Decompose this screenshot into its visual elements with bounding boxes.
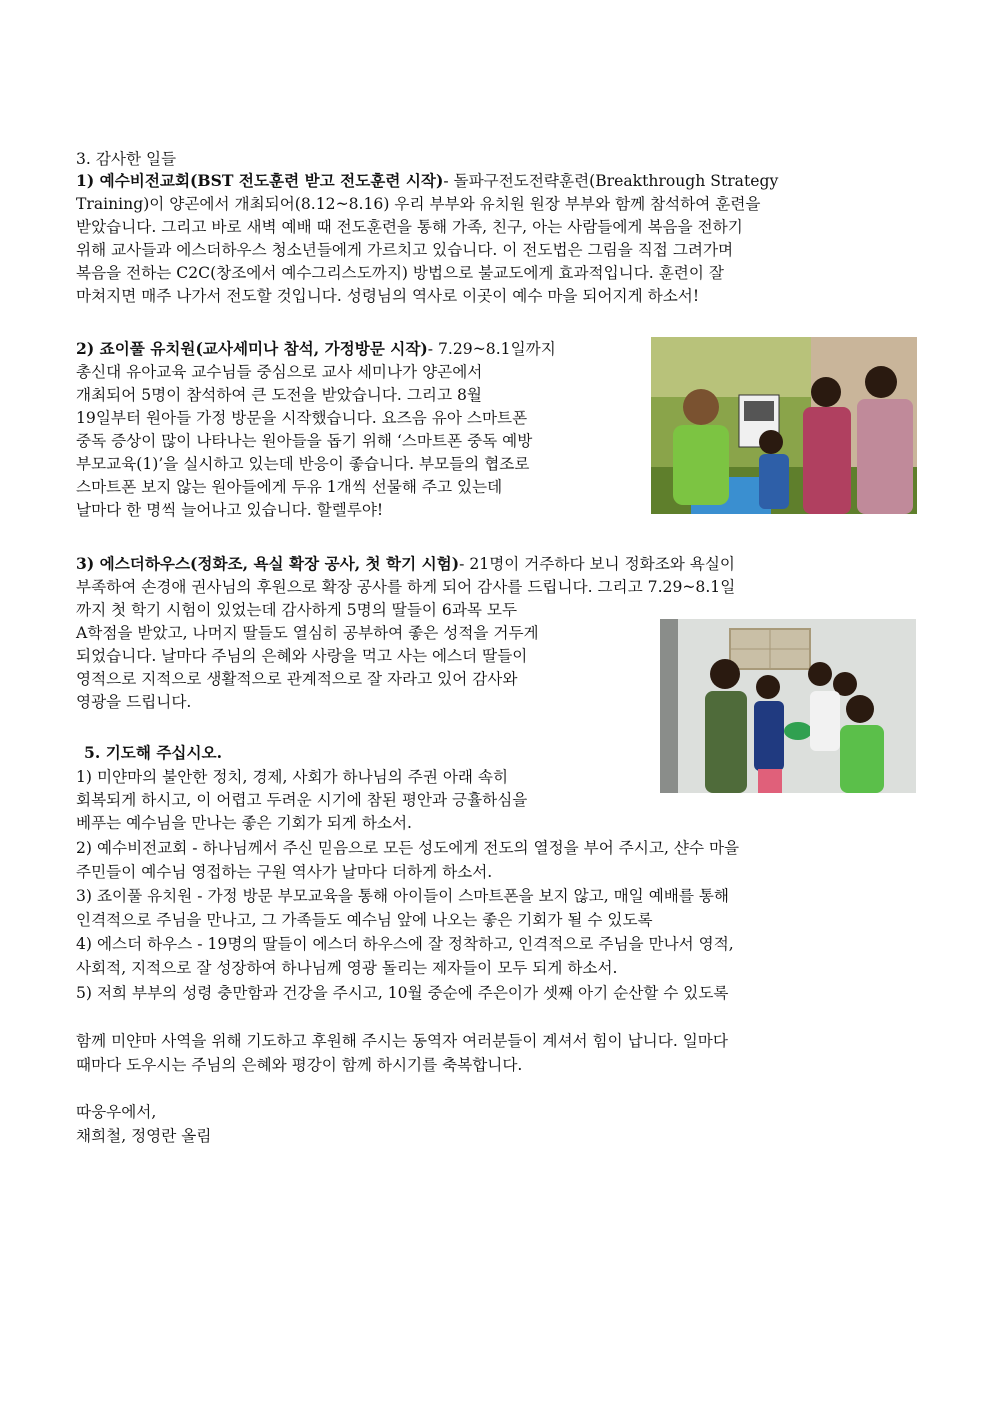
prayer-line-8: 사회적, 지적으로 잘 성장하여 하나님께 영광 돌리는 제자들이 모두 되게 하소서.: [76, 959, 618, 977]
item1-first-line: [76, 170, 778, 192]
prayer-line-9: 5) 저희 부부의 성령 충만함과 건강을 주시고, 10월 중순에 주은이가 셋째 아기 순산할 수 있도록: [76, 984, 729, 1002]
item2-line-0: - 7.29~8.1일까지: [427, 340, 556, 358]
item1-title: 1) 예수비전교회(BST 전도훈련 받고 전도훈련 시작): [76, 171, 444, 190]
item2-line-3: 19일부터 원아들 가정 방문을 시작했습니다. 요즈음 유아 스마트폰: [76, 409, 528, 427]
item1-line-0: - 돌파구전도전략훈련(Breakthrough Strategy: [443, 172, 779, 190]
photo1-illustration: [651, 337, 917, 514]
item2-title: 2) 죠이풀 유치원(교사세미나 참석, 가정방문 시작): [76, 339, 428, 358]
item1-line-5: 마쳐지면 매주 나가서 전도할 것입니다. 성령님의 역사로 이곳이 예수 마을 되어지게 하소서!: [76, 287, 700, 305]
esther-house-girls-photo: [660, 619, 916, 793]
item2-line-6: 스마트폰 보지 않는 원아들에게 두유 1개씩 선물해 주고 있는데: [76, 478, 503, 496]
item1-line-1: Training)이 양곤에서 개최되어(8.12~8.16) 우리 부부와 유치원 원장 부부와 함께 참석하여 훈련을: [76, 195, 761, 213]
prayer-line-0: 1) 미얀마의 불안한 정치, 경제, 사회가 하나님의 주권 아래 속히: [76, 768, 509, 786]
section3-heading: 3. 감사한 일들: [76, 150, 177, 168]
closing-line-0: 함께 미얀마 사역을 위해 기도하고 후원해 주시는 동역자 여러분들이 계셔서 힘이 납니다. 일마다: [76, 1032, 728, 1050]
kindergarten-home-visit-photo: [651, 337, 917, 514]
item3-line-0: - 21명이 거주하다 보니 정화조와 욕실이: [459, 555, 735, 573]
item3-line-3: A학점을 받았고, 나머지 딸들도 열심히 공부하여 좋은 성적을 거두게: [76, 624, 539, 642]
item2-line-7: 날마다 한 명씩 늘어나고 있습니다. 할렐루야!: [76, 501, 384, 519]
closing-place: 따웅우에서,: [76, 1103, 157, 1121]
item3-line-2: 까지 첫 학기 시험이 있었는데 감사하게 5명의 딸들이 6과목 모두: [76, 601, 518, 619]
item3-title: 3) 에스더하우스(정화조, 욕실 확장 공사, 첫 학기 시험): [76, 554, 460, 573]
prayer-line-1: 회복되게 하시고, 이 어렵고 두려운 시기에 참된 평안과 긍휼하심을: [76, 791, 528, 809]
section5-heading: 5. 기도해 주십시오.: [84, 743, 223, 762]
item2-first-line: [76, 338, 556, 360]
item2-line-4: 중독 증상이 많이 나타나는 원아들을 돕기 위해 ‘스마트폰 중독 예방: [76, 432, 533, 450]
item2-line-5: 부모교육(1)’을 실시하고 있는데 반응이 좋습니다. 부모들의 협조로: [76, 455, 530, 473]
photo2-illustration: [660, 619, 916, 793]
prayer-line-4: 주민들이 예수님 영접하는 구원 역사가 날마다 더하게 하소서.: [76, 863, 493, 881]
closing-signature: 채희철, 정영란 올림: [76, 1127, 212, 1145]
item3-first-line: [76, 553, 735, 575]
item1-line-3: 위해 교사들과 에스더하우스 청소년들에게 가르치고 있습니다. 이 전도법은 그림을 직접 그려가며: [76, 241, 734, 259]
prayer-line-6: 인격적으로 주님을 만나고, 그 가족들도 예수님 앞에 나오는 좋은 기회가 될 수 있도록: [76, 911, 653, 929]
item3-line-4: 되었습니다. 날마다 주님의 은혜와 사랑을 먹고 사는 에스더 딸들이: [76, 647, 528, 665]
prayer-line-7: 4) 에스더 하우스 - 19명의 딸들이 에스더 하우스에 잘 정착하고, 인격적으로 주님을 만나서 영적,: [76, 935, 734, 953]
item3-line-1: 부족하여 손경애 권사님의 후원으로 확장 공사를 하게 되어 감사를 드립니다. 그리고 7.29~8.1일: [76, 578, 736, 596]
item2-line-1: 총신대 유아교육 교수님들 중심으로 교사 세미나가 양곤에서: [76, 363, 483, 381]
prayer-line-3: 2) 예수비전교회 - 하나님께서 주신 믿음으로 모든 성도에게 전도의 열정을 부어 주시고, 샨수 마을: [76, 839, 740, 857]
item2-line-2: 개최되어 5명이 참석하여 큰 도전을 받았습니다. 그리고 8월: [76, 386, 482, 404]
closing-line-1: 때마다 도우시는 주님의 은혜와 평강이 함께 하시기를 축복합니다.: [76, 1056, 523, 1074]
item3-line-5: 영적으로 지적으로 생활적으로 관계적으로 잘 자라고 있어 감사와: [76, 670, 518, 688]
item1-line-2: 받았습니다. 그리고 바로 새벽 예배 때 전도훈련을 통해 가족, 친구, 아는 사람들에게 복음을 전하기: [76, 218, 743, 236]
item1-line-4: 복음을 전하는 C2C(창조에서 예수그리스도까지) 방법으로 불교도에게 효과적입니다. 훈련이 잘: [76, 264, 724, 282]
prayer-line-5: 3) 죠이풀 유치원 - 가정 방문 부모교육을 통해 아이들이 스마트폰을 보지 않고, 매일 예배를 통해: [76, 887, 729, 905]
item3-line-6: 영광을 드립니다.: [76, 693, 192, 711]
prayer-line-2: 베푸는 예수님을 만나는 좋은 기회가 되게 하소서.: [76, 814, 412, 832]
